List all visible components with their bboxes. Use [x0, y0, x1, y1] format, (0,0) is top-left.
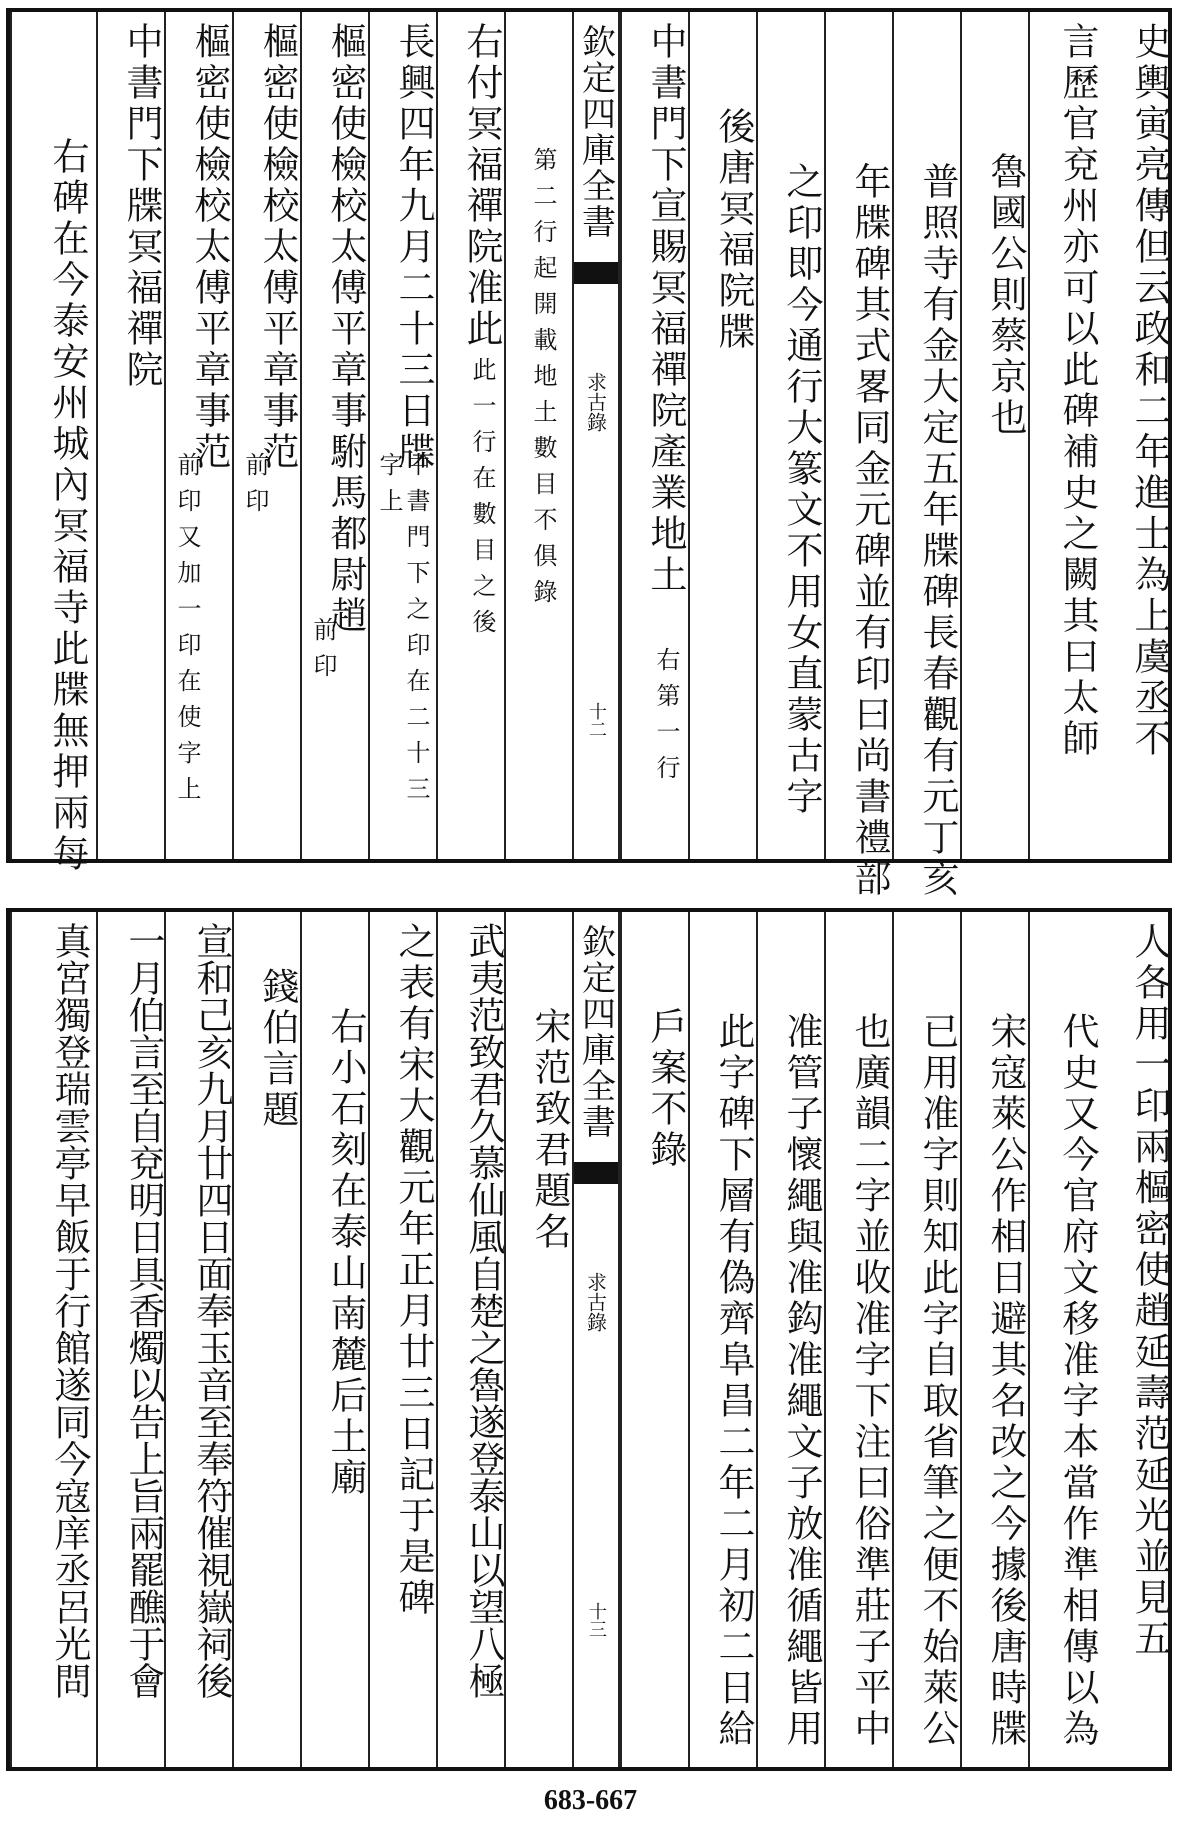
text-column: [1100, 12, 1172, 859]
text-column: [1028, 12, 1100, 859]
text-column: [96, 12, 164, 859]
column-text: 宣和己亥九月廿四日面奉玉音至奉符催視嶽祠後: [190, 922, 233, 1699]
column-text: 魯國公則蔡京也: [984, 152, 1027, 439]
column-text: 右付冥福禪院准此: [460, 22, 503, 350]
column-text: 人各用一印兩樞密使趙延壽范延光並見五: [1128, 922, 1171, 1660]
column-text: 中書門下牒冥福禪院: [120, 22, 163, 391]
column-text: 武夷范致君久慕仙風自楚之魯遂登泰山以望八極: [462, 922, 505, 1699]
text-column: [10, 912, 96, 1767]
top-page: [6, 8, 1172, 900]
column-text: 右碑在今泰安州城內冥福寺此牒無押兩每: [46, 137, 89, 875]
text-column: [504, 12, 572, 859]
fishtail-mark: [574, 262, 618, 284]
text-column: [892, 912, 960, 1767]
column-text: 之表有宋大觀元年正月廿三日記于是碑: [392, 922, 435, 1619]
column-text: 樞密使檢校太傅平章事范: [188, 22, 231, 473]
text-column: [300, 12, 368, 859]
text-column: [368, 912, 436, 1767]
text-column: [688, 12, 756, 859]
text-column: [824, 912, 892, 1767]
column-text: 樞密使檢校太傅平章事范: [256, 22, 299, 473]
text-column: [232, 12, 300, 859]
text-column: [1028, 912, 1100, 1767]
text-column: [756, 912, 824, 1767]
column-text: 代史又今官府文移准字本當作準相傳以為: [1056, 1012, 1099, 1750]
page-number: 十二: [586, 702, 607, 738]
column-text: 長興四年九月二十三日牒: [392, 22, 435, 473]
column-text: 錢伯言題: [256, 967, 299, 1131]
text-column: [824, 12, 892, 900]
annotation-text: 前印: [241, 452, 269, 524]
text-column: [756, 12, 824, 859]
column-text: 此字碑下層有偽齊阜昌二年二月初二日給: [712, 1012, 755, 1750]
annotation-text: 右第一行: [652, 647, 680, 791]
text-column: [1100, 912, 1172, 1767]
annotation-text: 中書門下之印在二十三: [402, 452, 430, 812]
text-column: [688, 912, 756, 1767]
text-column: [960, 912, 1028, 1767]
text-column: [436, 12, 504, 859]
text-column: [620, 912, 688, 1767]
annotation-text: 此一行在數目之後: [468, 357, 496, 645]
book-title: 欽定四庫全書: [575, 24, 616, 240]
annotation-text: 前印又加一印在使字上: [173, 452, 201, 812]
text-column: [436, 912, 504, 1767]
page-number: 十三: [586, 1602, 607, 1638]
column-text: 准管子懷繩與准鈎准繩文子放准循繩皆用: [780, 1012, 823, 1750]
column-text: 已用准字則知此字自取省筆之便不始萊公: [916, 1012, 959, 1750]
column-text: 之印即今通行大篆文不用女直蒙古字: [780, 162, 823, 818]
column-text: 戶案不錄: [644, 1007, 687, 1171]
center-strip: [572, 12, 620, 859]
column-text: 史輿寅亮傳但云政和二年進士為上虞丞不: [1128, 22, 1171, 760]
text-column: [232, 912, 300, 1767]
text-column: [164, 912, 232, 1767]
book-title: 欽定四庫全書: [575, 924, 616, 1140]
annotation-text: 第二行起開載地土數目不俱錄: [529, 147, 557, 615]
text-column: [164, 12, 232, 859]
column-text: 宋范致君題名: [528, 1007, 571, 1253]
text-column: [300, 912, 368, 1767]
annotation-text: 字上: [375, 452, 403, 524]
column-text: 右小石刻在泰山南麓后土廟: [324, 1007, 367, 1499]
center-strip: [572, 912, 620, 1767]
column-text: 普照寺有金大定五年牒碑長春觀有元丁亥: [916, 162, 959, 900]
column-text: 樞密使檢校太傅平章事駙馬都尉趙: [324, 22, 367, 637]
annotation-text: 前印: [309, 617, 337, 689]
text-column: [620, 12, 688, 859]
column-text: 言歷官兗州亦可以此碑補史之闕其曰太師: [1056, 22, 1099, 760]
column-text: 年牒碑其式畧同金元碑並有印曰尚書禮部: [848, 162, 891, 900]
text-column: [504, 912, 572, 1767]
text-column: [96, 912, 164, 1767]
text-column: [892, 12, 960, 900]
column-text: 也廣韻二字並收准字下注曰俗準莊子平中: [848, 1012, 891, 1750]
bottom-page: [6, 908, 1172, 1771]
column-text: 後唐冥福院牒: [712, 107, 755, 353]
text-column: [960, 12, 1028, 859]
column-text: 一月伯言至自兗明日具香燭以告上旨兩罷醮于會: [122, 922, 165, 1699]
column-text: 中書門下宣賜冥福禪院產業地土: [644, 22, 687, 596]
text-column: [10, 12, 96, 875]
column-text: 宋寇萊公作相日避其名改之今據後唐時牒: [984, 1012, 1027, 1750]
column-text: 真宮獨登瑞雲亭早飯于行館遂同今寇庠丞呂光問: [48, 922, 91, 1699]
text-column: [368, 12, 436, 859]
book-name: 求古錄: [583, 372, 608, 432]
book-name: 求古錄: [583, 1272, 608, 1332]
page-footer-number: 683-667: [543, 1785, 638, 1816]
fishtail-mark: [574, 1162, 618, 1184]
